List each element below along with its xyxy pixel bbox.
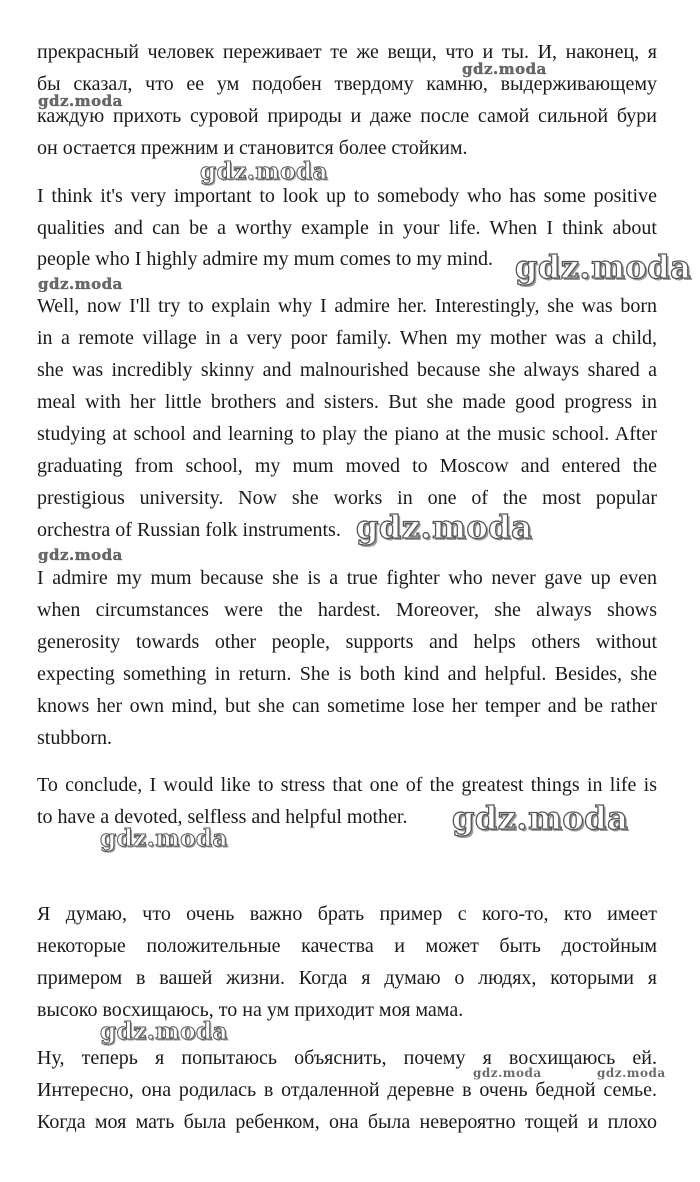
watermark: gdz.moda (452, 799, 629, 837)
text-line: каждую прихоть суровой природы и даже после самой сильной бури (37, 105, 657, 127)
text-line: when circumstances were the hardest. Moreover, she always shows (37, 599, 657, 621)
watermark: gdz.moda (597, 1066, 666, 1080)
text-line: прекрасный человек переживает те же вещи, что и ты. И, наконец, я (37, 41, 657, 63)
watermark: gdz.moda (100, 825, 228, 852)
watermark: gdz.moda (100, 1018, 228, 1045)
text-line: Я думаю, что очень важно брать пример с кого-то, кто имеет (37, 903, 657, 925)
text-line: people who I highly admire my mum comes to my mind. (37, 248, 494, 270)
watermark: gdz.moda (356, 508, 533, 546)
text-line: Когда моя мать была ребенком, она была невероятно тощей и плохо (37, 1111, 657, 1133)
text-line: Ну, теперь я попытаюсь объяснить, почему я восхищаюсь ей. (37, 1047, 657, 1069)
text-line: он остается прежним и становится более стойким. (37, 137, 468, 159)
text-line: высоко восхищаюсь, то на ум приходит моя мама. (37, 999, 464, 1021)
text-line: studying at school and learning to play the piano at the music school. After (37, 423, 657, 445)
text-line: she was incredibly skinny and malnourished because she always shared a (37, 359, 657, 381)
text-line: orchestra of Russian folk instruments. (37, 519, 341, 541)
text-line: I think it's very important to look up to somebody who has some positive (37, 185, 657, 207)
watermark: gdz.moda (473, 1066, 542, 1080)
text-line: некоторые положительные качества и может быть достойным (37, 935, 657, 957)
text-line: примером в вашей жизни. Когда я думаю о людях, которыми я (37, 967, 657, 989)
watermark: gdz.moda (38, 275, 123, 293)
text-line: qualities and can be a worthy example in your life. When I think about (37, 217, 657, 239)
text-line: generosity towards other people, supports and helps others without (37, 631, 657, 653)
text-line: graduating from school, my mum moved to Moscow and entered the (37, 455, 657, 477)
watermark: gdz.moda (515, 248, 692, 286)
text-line: To conclude, I would like to stress that one of the greatest things in life is (37, 774, 657, 796)
text-line: meal with her little brothers and sisters. But she made good progress in (37, 391, 657, 413)
text-line: Интересно, она родилась в отдаленной деревне в очень бедной семье. (37, 1079, 657, 1101)
text-line: prestigious university. Now she works in one of the most popular (37, 487, 657, 509)
watermark: gdz.moda (462, 60, 547, 78)
watermark: gdz.moda (38, 546, 123, 564)
text-line: expecting something in return. She is both kind and helpful. Besides, she (37, 663, 657, 685)
text-line: I admire my mum because she is a true fighter who never gave up even (37, 567, 657, 589)
text-line: бы сказал, что ее ум подобен твердому камню, выдерживающему (37, 73, 657, 95)
text-line: in a remote village in a very poor family. When my mother was a child, (37, 327, 657, 349)
text-line: Well, now I'll try to explain why I admire her. Interestingly, she was born (37, 295, 657, 317)
watermark: gdz.moda (200, 158, 328, 185)
text-line: to have a devoted, selfless and helpful mother. (37, 806, 408, 828)
text-line: knows her own mind, but she can sometime lose her temper and be rather (37, 695, 657, 717)
watermark: gdz.moda (38, 92, 123, 110)
text-line: stubborn. (37, 727, 112, 749)
